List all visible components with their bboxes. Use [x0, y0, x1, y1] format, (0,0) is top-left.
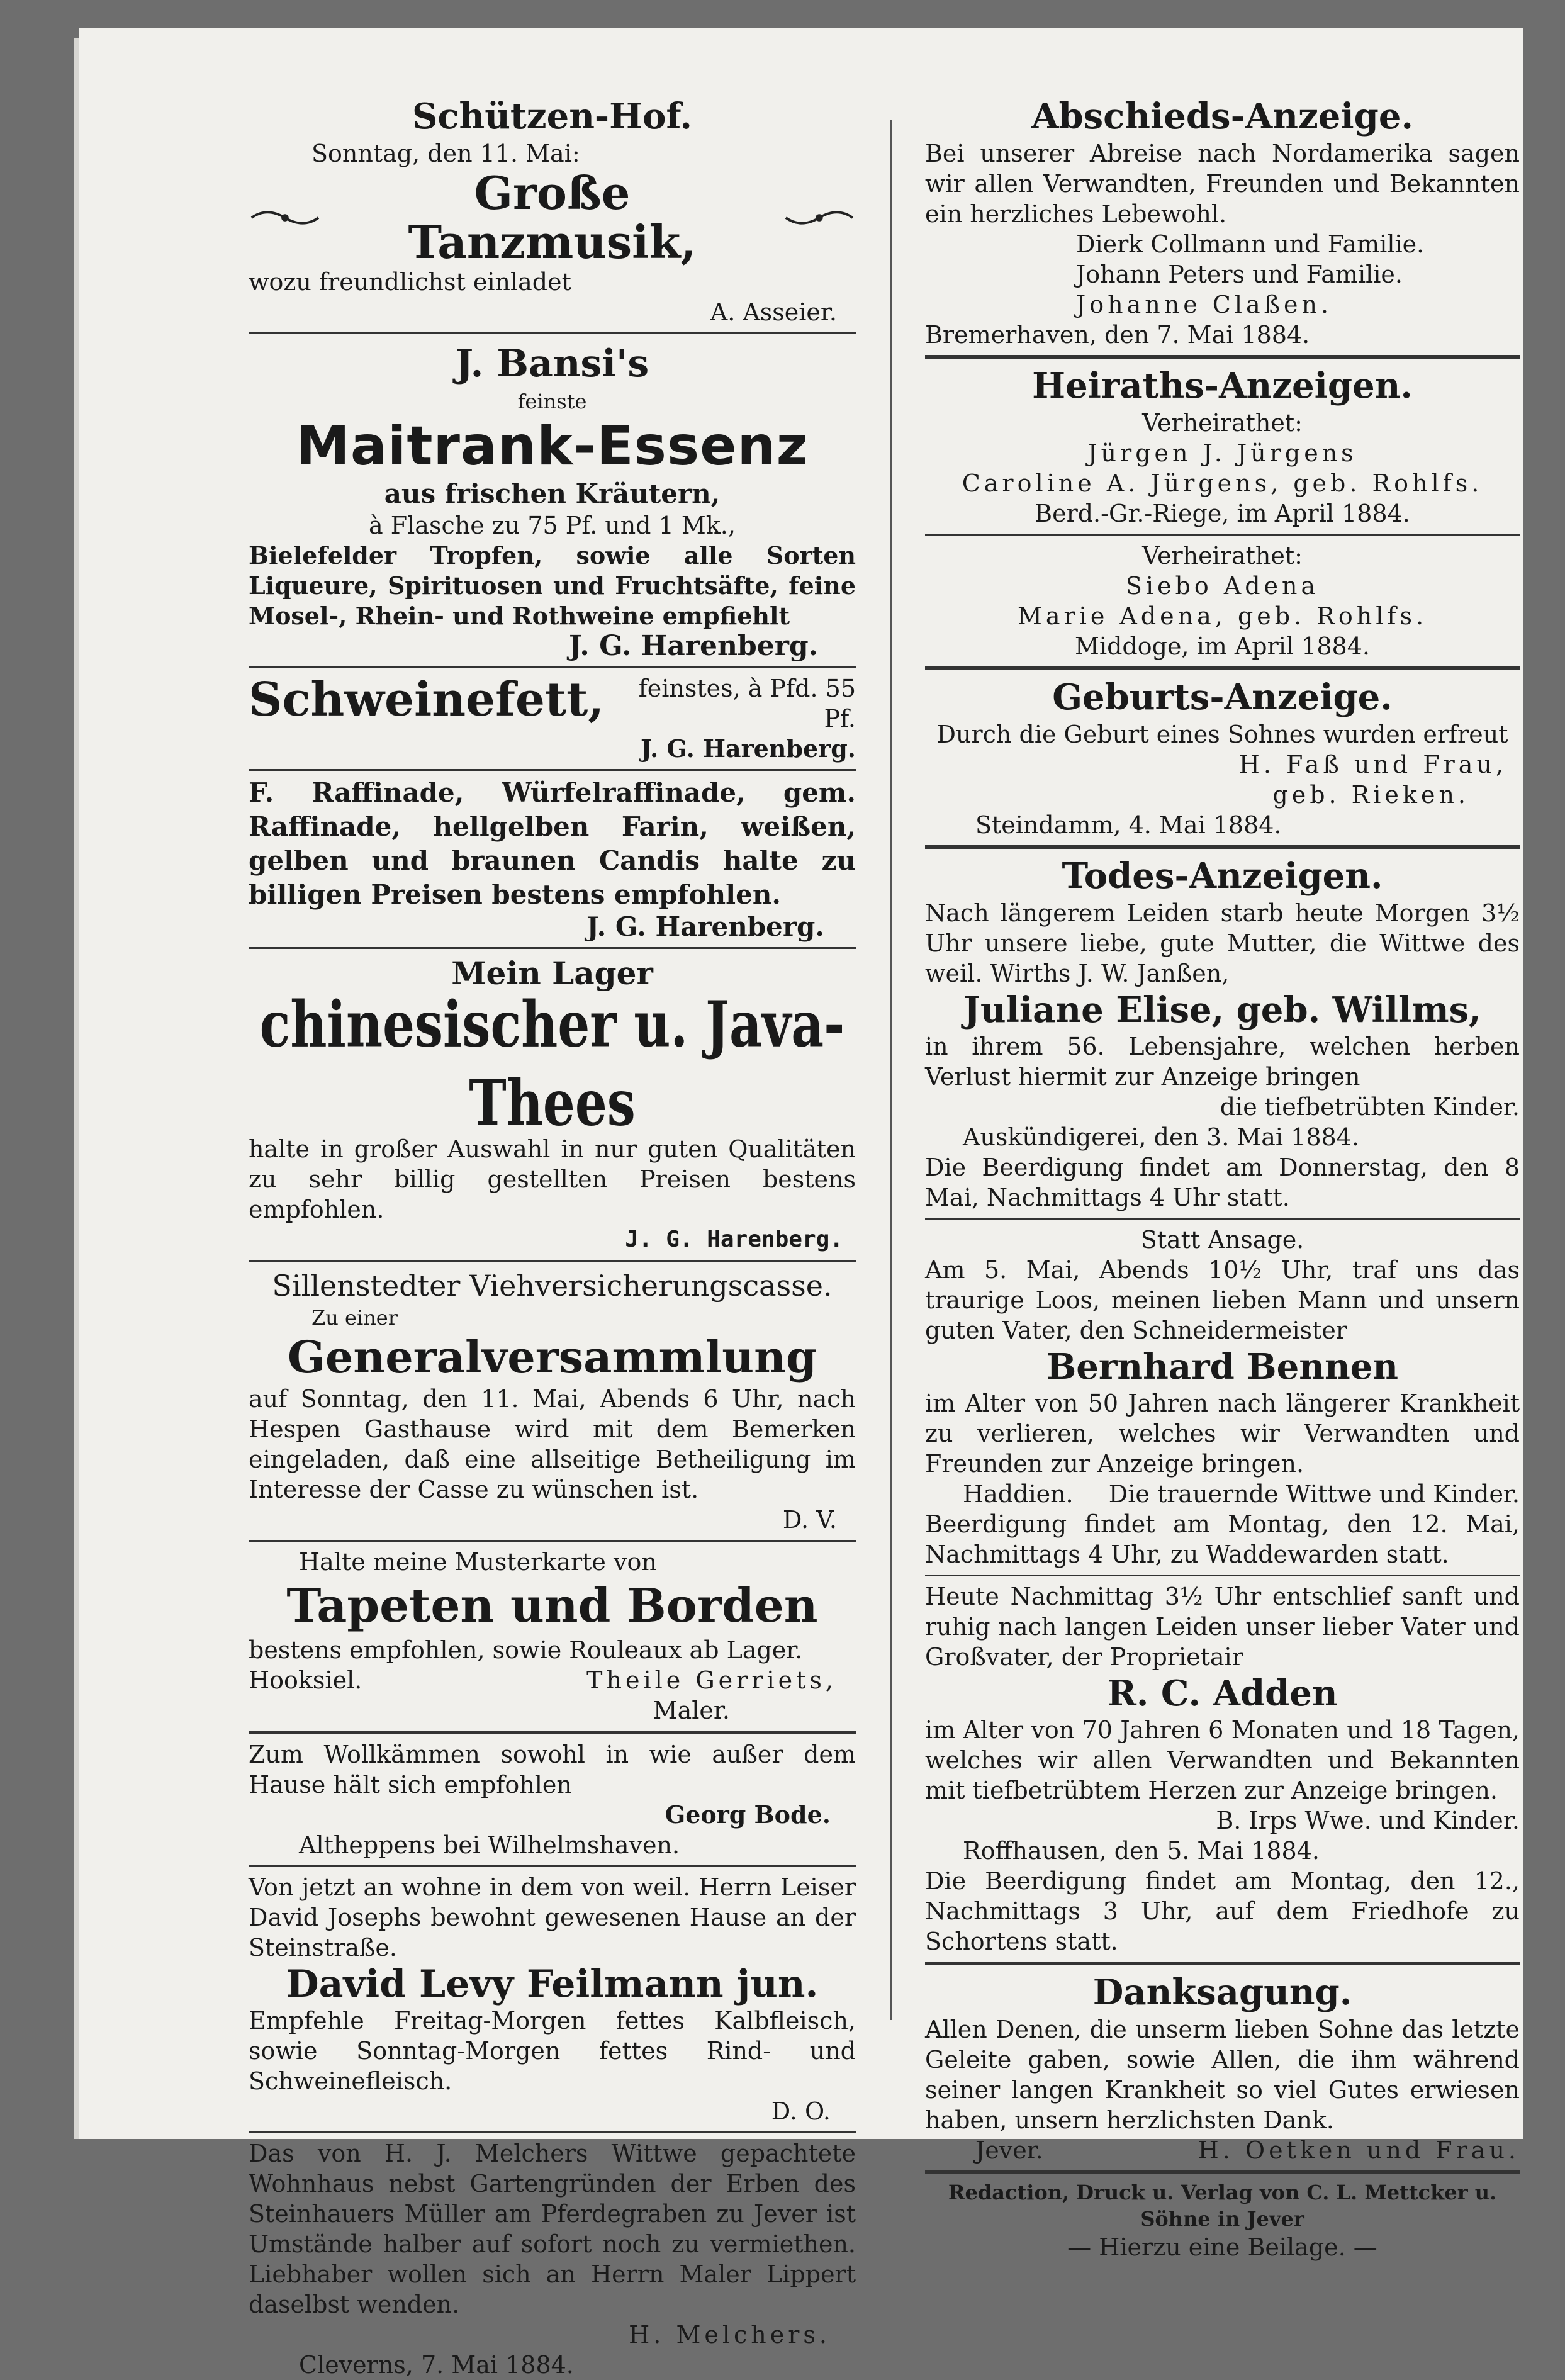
divider-rule — [249, 666, 856, 668]
notice-label: Verheirathet: — [1142, 409, 1303, 437]
divider-rule — [249, 1731, 856, 1734]
divider-rule — [925, 2170, 1520, 2174]
notice-place: Jever. — [975, 2136, 1043, 2164]
divider-rule — [249, 2131, 856, 2133]
ad-role: Maler. — [653, 1697, 730, 1724]
notice-place: Middoge, im April 1884. — [1075, 632, 1370, 660]
divider-rule — [249, 1540, 856, 1542]
notice-place: Steindamm, 4. Mai 1884. — [975, 811, 1282, 839]
ad-line1: aus frischen Kräutern, — [384, 478, 721, 509]
notice-sign: H. Oetken und Frau. — [1198, 2136, 1520, 2164]
ad-detail-block — [604, 673, 856, 764]
notice-name-1: H. Faß und Frau, — [1238, 751, 1507, 778]
notice-sign: die tiefbetrübten Kinder. — [1220, 1093, 1520, 1121]
ad-small: Zu einer — [311, 1306, 398, 1330]
notice-name-2: Marie Adena, geb. Rohlfs. — [1017, 602, 1428, 630]
ad-product: Maitrank-Essenz — [296, 415, 809, 478]
notice-title: Geburts-Anzeige. — [1052, 676, 1393, 718]
notice-name-1: Dierk Collmann und Familie. — [1076, 230, 1425, 258]
ad-sign: H. Melchers. — [629, 2321, 831, 2349]
notice-place: Auskündigerei, den 3. Mai 1884. — [963, 1123, 1359, 1151]
column-divider — [890, 120, 892, 2020]
notice-title: Todes-Anzeigen. — [1062, 855, 1383, 897]
ad-body: halte in großer Auswahl in nur guten Qualitäten zu sehr billig gestellten Preisen bestens empfohlen. — [249, 1135, 856, 1223]
ad-sign: D. O. — [771, 2097, 831, 2125]
ad-date: Sonntag, den 11. Mai: — [311, 140, 580, 167]
ad-headline: Tapeten und Borden — [286, 1579, 818, 1633]
ad-thees — [249, 954, 856, 1255]
ad-sign: J. G. Harenberg. — [569, 630, 818, 662]
ad-tapeten — [249, 1547, 856, 1726]
ad-line1: Halte meine Musterkarte von — [299, 1548, 657, 1576]
ad-melchers — [249, 2138, 856, 2380]
ad-body: auf Sonntag, den 11. Mai, Abends 6 Uhr, nach Hespen Gasthause wird mit dem Bemerken eingeladen, daß eine allseitige Betheiligung im Interesse der Casse zu wünschen ist. — [249, 1385, 856, 1503]
notice-abschied — [925, 94, 1520, 350]
notice-sign: B. Irps Wwe. und Kinder. — [1216, 1807, 1520, 1834]
notice-body3: Die Beerdigung findet am Donnerstag, den 8 Mai, Nachmittags 4 Uhr statt. — [925, 1154, 1520, 1211]
notice-body: Heute Nachmittag 3½ Uhr entschlief sanft und ruhig nach langen Leiden unser lieber Vater und Großvater, der Proprietair — [925, 1583, 1520, 1671]
notice-name-2: Caroline A. Jürgens, geb. Rohlfs. — [962, 469, 1483, 497]
notice-body2: im Alter von 50 Jahren nach längerer Krankheit zu verlieren, welches wir Verwandten und Freunden zur Anzeige bringen. — [925, 1389, 1520, 1478]
notice-name-1: Siebo Adena — [1125, 572, 1320, 600]
notice-title: Abschieds-Anzeige. — [1031, 96, 1413, 137]
ad-name: David Levy Feilmann jun. — [286, 1962, 819, 2006]
notice-name-3: Johanne Claßen. — [1076, 291, 1333, 318]
ad-line2: à Flasche zu 75 Pf. und 1 Mk., — [369, 512, 736, 539]
ad-sign: J. G. Harenberg. — [625, 1226, 843, 1252]
ad-feilmann — [249, 1872, 856, 2126]
divider-rule — [925, 1962, 1520, 1965]
ad-headline: Generalversammlung — [288, 1331, 817, 1383]
notice-sign-row — [925, 1479, 1520, 1509]
notice-body2: in ihrem 56. Lebensjahre, welchen herben Verlust hiermit zur Anzeige bringen — [925, 1033, 1520, 1091]
notice-body: Nach längerem Leiden starb heute Morgen 3½ Uhr unsere liebe, gute Mutter, die Wittwe des weil. Wirths J. W. Janßen, — [925, 899, 1520, 987]
ad-body: Bielefelder Tropfen, sowie alle Sorten Liqueure, Spirituosen und Fruchtsäfte, feine Mosel-, Rhein- und Rothweine empfiehlt — [249, 541, 856, 630]
divider-rule — [249, 332, 856, 334]
notice-body: Bei unserer Abreise nach Nordamerika sagen wir allen Verwandten, Freunden und Bekannten ein herzliches Lebewohl. — [925, 140, 1520, 228]
divider-rule — [925, 845, 1520, 849]
ornament-left-icon — [249, 205, 322, 230]
ornament-right-icon — [783, 205, 856, 230]
notice-name: Juliane Elise, geb. Willms, — [963, 989, 1481, 1031]
notice-name-2: Johann Peters und Familie. — [1076, 261, 1403, 288]
notice-tod-3 — [925, 1581, 1520, 1956]
divider-rule — [925, 1218, 1520, 1220]
ad-maitrank — [249, 339, 856, 661]
divider-rule — [925, 355, 1520, 359]
left-column — [249, 94, 856, 2380]
notice-body: Am 5. Mai, Abends 10½ Uhr, traf uns das traurige Loos, meinen lieben Mann und unsern guten Vater, den Schneidermeister — [925, 1256, 1520, 1344]
ad-small: feinste — [517, 390, 587, 413]
notice-label: Verheirathet: — [1142, 542, 1303, 570]
notice-title: Heiraths-Anzeigen. — [1032, 365, 1413, 407]
ad-body: Von jetzt an wohne in dem von weil. Herrn Leiser David Josephs bewohnt gewesenen Hause an der Steinstraße. — [249, 1873, 856, 1962]
ad-title: Sillenstedter Viehversicherungscasse. — [272, 1269, 833, 1303]
ad-place: Cleverns, 7. Mai 1884. — [299, 2351, 574, 2379]
ad-place: Altheppens bei Wilhelmshaven. — [299, 1831, 680, 1859]
notice-body2: im Alter von 70 Jahren 6 Monaten und 18 Tagen, welches wir allen Verwandten und Bekannten mit tiefbetrübtem Herzen zur Anzeige bringen. — [925, 1716, 1520, 1804]
notice-name-1: Jürgen J. Jürgens — [1087, 439, 1357, 467]
notice-body: Durch die Geburt eines Sohnes wurden erfreut — [936, 721, 1508, 748]
ad-body: bestens empfohlen, sowie Rouleaux ab Lager. — [249, 1636, 803, 1664]
notice-sign: Die trauernde Wittwe und Kinder. — [1108, 1480, 1520, 1508]
notice-place: Bremerhaven, den 7. Mai 1884. — [925, 321, 1310, 349]
ad-raffinade — [249, 776, 856, 942]
notice-title: Danksagung. — [1092, 1972, 1352, 2013]
ad-line1: Mein Lager — [451, 955, 653, 992]
right-column — [925, 94, 1520, 2262]
divider-rule — [249, 947, 856, 949]
ad-wollkaemmen — [249, 1739, 856, 1860]
notice-sign-row — [925, 2135, 1520, 2165]
ad-body: Zum Wollkämmen sowohl in wie außer dem Hause hält sich empfohlen — [249, 1741, 856, 1799]
footer-note: — Hierzu eine Beilage. — — [1067, 2233, 1377, 2261]
notice-name-2: geb. Rieken. — [1272, 781, 1469, 809]
notice-place: Roffhausen, den 5. Mai 1884. — [963, 1837, 1320, 1865]
divider-rule — [249, 1260, 856, 1262]
page-footer — [925, 2179, 1520, 2262]
notice-heirath-2 — [925, 541, 1520, 661]
footer-imprint: Redaction, Druck u. Verlag von C. L. Mettcker u. Söhne in Jever — [948, 2181, 1497, 2231]
ad-headline: Große Tanzmusik, — [408, 166, 697, 269]
notice-name: R. C. Adden — [1107, 1673, 1338, 1714]
notice-tod-2 — [925, 1225, 1520, 1569]
ad-viehversicherung — [249, 1267, 856, 1535]
ad-sign-row — [249, 1665, 856, 1695]
ad-detail: feinstes, à Pfd. 55 Pf. — [638, 675, 856, 733]
ad-headline: chinesischer u. Java-Thees — [259, 987, 845, 1140]
ad-body: wozu freundlichst einladet — [249, 268, 571, 296]
ad-name: Georg Bode. — [665, 1800, 831, 1829]
divider-rule — [925, 1575, 1520, 1576]
ad-body: F. Raffinade, Würfelraffinade, gem. Raffinade, hellgelben Farin, weißen, gelben und braunen Candis halte zu billigen Preisen bestens empfohlen. — [249, 777, 856, 910]
notice-label: Statt Ansage. — [1140, 1226, 1304, 1254]
ad-brand: J. Bansi's — [455, 342, 649, 386]
divider-rule — [249, 1865, 856, 1867]
divider-rule — [925, 534, 1520, 536]
notice-body: Allen Denen, die unserm lieben Sohne das letzte Geleite gaben, sowie Allen, die ihm während seiner langen Krankheit so viel Gutes erwiesen haben, unsern herzlichsten Dank. — [925, 2016, 1520, 2134]
ad-title: Schützen-Hof. — [412, 96, 693, 137]
ad-name: Theile Gerriets, — [586, 1666, 837, 1694]
ad-schweinefett — [249, 673, 856, 764]
notice-place: Berd.-Gr.-Riege, im April 1884. — [1035, 500, 1410, 527]
notice-dank — [925, 1970, 1520, 2165]
divider-rule — [249, 769, 856, 771]
notice-name: Bernhard Bennen — [1046, 1346, 1399, 1388]
notice-tod-1 — [925, 854, 1520, 1213]
notice-place: Haddien. — [963, 1480, 1074, 1508]
ad-body2: Empfehle Freitag-Morgen fettes Kalbfleisch, sowie Sonntag-Morgen fettes Rind- und Schweinefleisch. — [249, 2007, 856, 2095]
ad-sign: D. V. — [782, 1506, 837, 1534]
ad-sign: A. Asseier. — [710, 298, 837, 326]
notice-heirath-1 — [925, 364, 1520, 529]
notice-geburt — [925, 675, 1520, 840]
ad-sign: J. G. Harenberg. — [586, 911, 824, 942]
ad-schuetzenhof — [249, 94, 856, 327]
ad-body: Das von H. J. Melchers Wittwe gepachtete Wohnhaus nebst Gartengründen der Erben des Steinhauers Müller am Pferdegraben zu Jever ist Umstände halber auf sofort noch zu vermiethen. Liebhaber wollen sich an Herrn Maler Lippert daselbst wenden. — [249, 2140, 856, 2318]
ad-sign: J. G. Harenberg. — [641, 734, 856, 763]
ad-place: Hooksiel. — [249, 1666, 362, 1694]
notice-body3: Beerdigung findet am Montag, den 12. Mai, Nachmittags 4 Uhr, zu Waddewarden statt. — [925, 1510, 1520, 1568]
ad-headline-row — [249, 166, 856, 269]
notice-body3: Die Beerdigung findet am Montag, den 12., Nachmittags 3 Uhr, auf dem Friedhofe zu Schortens statt. — [925, 1867, 1520, 1955]
ad-product: Schweinefett, — [249, 673, 605, 727]
divider-rule — [925, 666, 1520, 670]
